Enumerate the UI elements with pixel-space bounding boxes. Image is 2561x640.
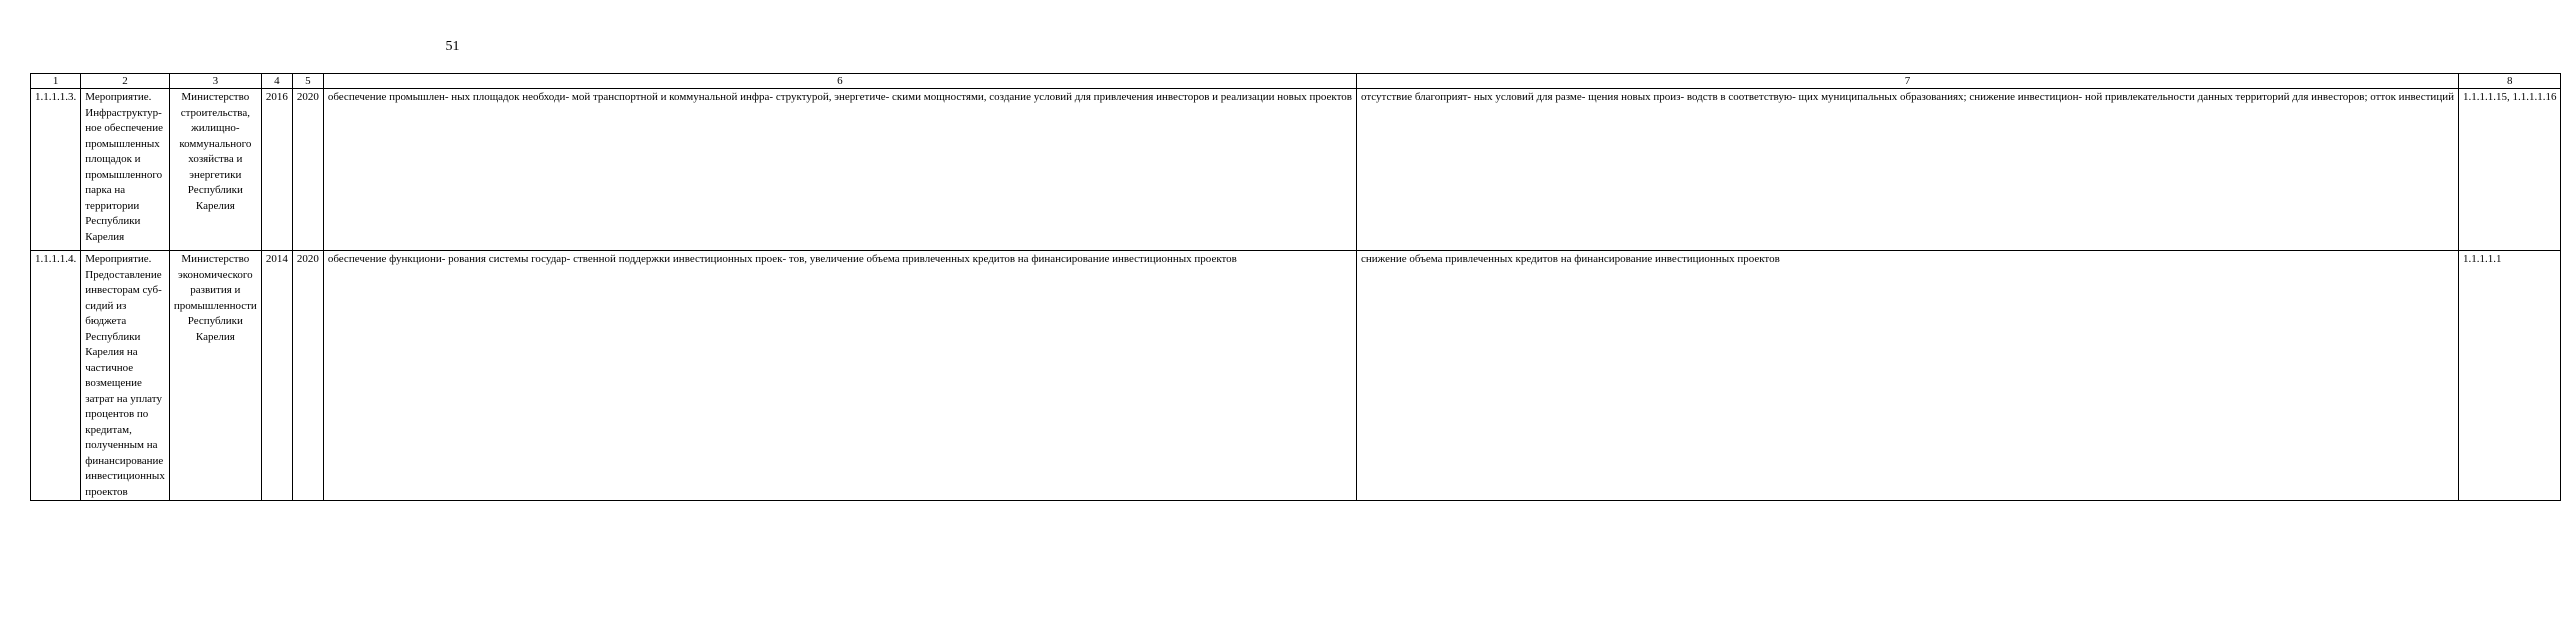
column-header: 1 [31, 74, 81, 89]
column-header: 2 [81, 74, 170, 89]
related-indicators-cell: 1.1.1.1.1 [2458, 251, 2561, 501]
expected-result-cell: обеспечение функциони- рования системы государ- ственной поддержки инвестиционных проек- тов, увеличение объема привлеченных кредитов на финансирование инвестиционных проектов [323, 251, 1356, 501]
column-header: 3 [169, 74, 261, 89]
consequences-cell: снижение объема привлеченных кредитов на финансирование инвестиционных проектов [1356, 251, 2458, 501]
column-header: 7 [1356, 74, 2458, 89]
expected-result-cell: обеспечение промышлен- ных площадок необходи- мой транспортной и коммунальной инфра- структурой, энергетиче- скими мощностями, создание условий для привлечения инвесторов и реализации новых проектов [323, 89, 1356, 251]
related-indicators-cell: 1.1.1.1.15, 1.1.1.1.16 [2458, 89, 2561, 251]
program-measures-table [30, 73, 2561, 501]
column-header: 5 [292, 74, 323, 89]
measure-code-cell: 1.1.1.1.4. [31, 251, 81, 501]
measure-name-cell: Мероприятие. Предоставление инвесторам суб- сидий из бюджета Республики Карелия на частичное возмещение затрат на уплату процентов по кредитам, полученным на финансирование инвестиционных проектов [81, 251, 170, 501]
page-number: 51 [445, 39, 460, 54]
end-year-cell: 2020 [292, 251, 323, 501]
measure-code-cell: 1.1.1.1.3. [31, 89, 81, 251]
column-header: 6 [323, 74, 1356, 89]
table-row [31, 89, 2561, 251]
measure-name-cell: Мероприятие. Инфраструктур- ное обеспечение промышленных площадок и промышленного парка на территории Республики Карелия [81, 89, 170, 251]
table-header-row [31, 74, 2561, 89]
executor-cell: Министерство экономического развития и промышленности Республики Карелия [169, 251, 261, 501]
executor-cell: Министерство строительства, жилищно- коммунального хозяйства и энергетики Республики Карелия [169, 89, 261, 251]
start-year-cell: 2016 [261, 89, 292, 251]
column-header: 8 [2458, 74, 2561, 89]
consequences-cell: отсутствие благоприят- ных условий для разме- щения новых произ- водств в соответствую- щих муниципальных образованиях; снижение инвестицион- ной привлекательности данных территорий для инвесторов; отток инвестиций [1356, 89, 2458, 251]
start-year-cell: 2014 [261, 251, 292, 501]
table-row [31, 251, 2561, 501]
column-header: 4 [261, 74, 292, 89]
end-year-cell: 2020 [292, 89, 323, 251]
